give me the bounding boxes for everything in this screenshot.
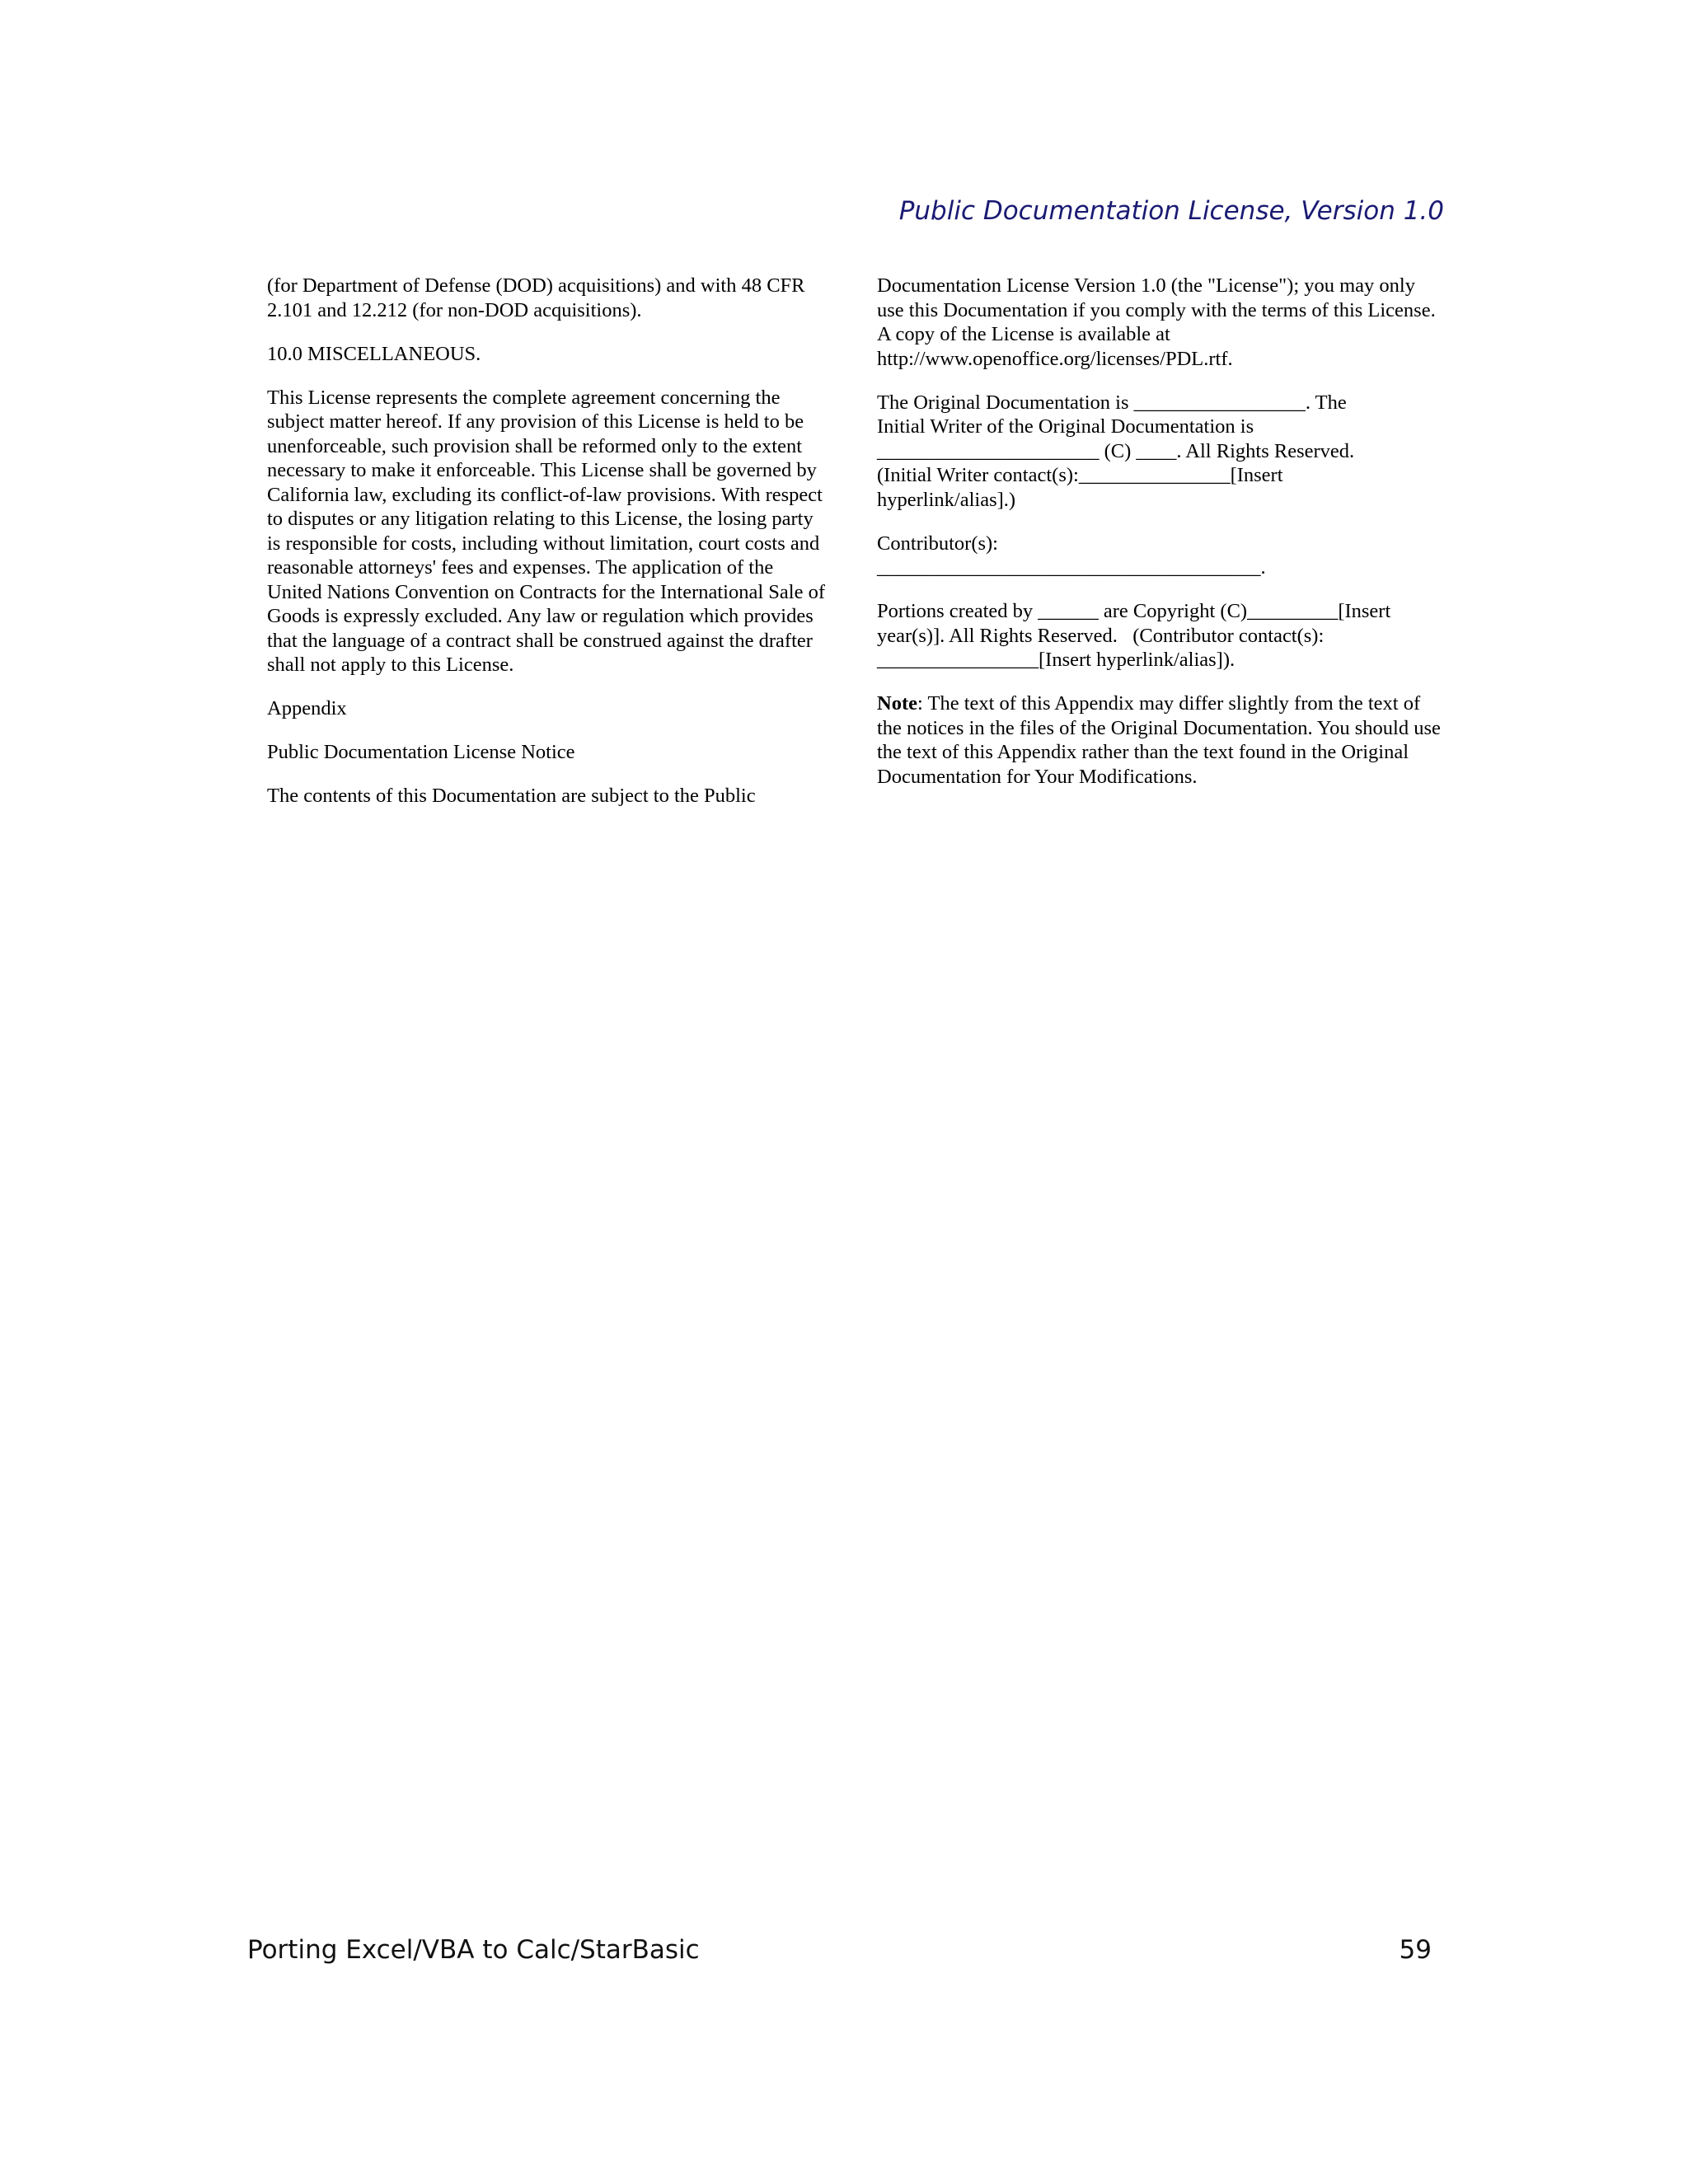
paragraph-note [877,691,1441,789]
contributors-label: Contributor(s): [877,532,998,555]
original-doc-line-4: (Initial Writer contact(s):_______________[Insert [877,464,1283,486]
paragraph-contents-subject: The contents of this Documentation are subject to the Public [267,785,756,807]
portions-line-3: ________________[Insert hyperlink/alias]). [877,649,1236,671]
paragraph-complete-agreement: This License represents the complete agreement concerning the subject matter hereof. If any provision of this License is held to be unenforceable, such provision shall be reformed only to the extent necessary to make it enforceable. This License shall be governed by California law, excluding its conflict-of-law provisions. With respect to disputes or any litigation relating to this License, the losing party is responsible for costs, including without limitation, court costs and reasonable attorneys' fees and expenses. The application of the United Nations Convention on Contracts for the International Sale of Goods is expressly excluded. Any law or regulation which provides that the language of a contract shall be construed against the drafter shall not apply to this License. [267,386,826,676]
footer-book-title: Porting Excel/VBA to Calc/StarBasic [247,1935,700,1965]
original-doc-line-5: hyperlink/alias].) [877,488,1016,511]
original-doc-line-3: ______________________ (C) ____. All Rights Reserved. [877,439,1355,462]
paragraph-dod-acquisitions: (for Department of Defense (DOD) acquisitions) and with 48 CFR 2.101 and 12.212 (for non-DOD acquisitions). [267,274,805,321]
left-text-column [267,274,826,827]
original-doc-line-2: Initial Writer of the Original Documentation is [877,415,1254,438]
paragraph-license-version: Documentation License Version 1.0 (the "License"); you may only use this Documentation if you comply with the terms of this License. A copy of the License is available at http://www.openoffice.org/licenses/PDL.rtf. [877,274,1436,370]
contributors-blank: ______________________________________. [877,556,1266,579]
note-label: Note [877,692,917,715]
note-text: : The text of this Appendix may differ slightly from the text of the notices in the files of the Original Documentation. You should use the text of this Appendix rather than the text found in the Original Documentation for Your Modifications. [877,692,1441,788]
license-notice-heading: Public Documentation License Notice [267,741,575,763]
right-text-column [877,274,1441,808]
running-header-title: Public Documentation License, Version 1.0 [898,196,1444,226]
paragraph-contributors [877,532,1441,580]
section-heading-miscellaneous: 10.0 MISCELLANEOUS. [267,342,481,365]
original-doc-line-1: The Original Documentation is _________________. The [877,391,1347,414]
portions-line-2: year(s)]. All Rights Reserved. (Contributor contact(s): [877,624,1325,647]
paragraph-original-documentation [877,391,1441,513]
footer-page-number: 59 [1399,1935,1432,1965]
paragraph-portions-created [877,599,1441,673]
portions-line-1: Portions created by ______ are Copyright (C)_________[Insert [877,600,1391,622]
appendix-heading: Appendix [267,697,347,719]
